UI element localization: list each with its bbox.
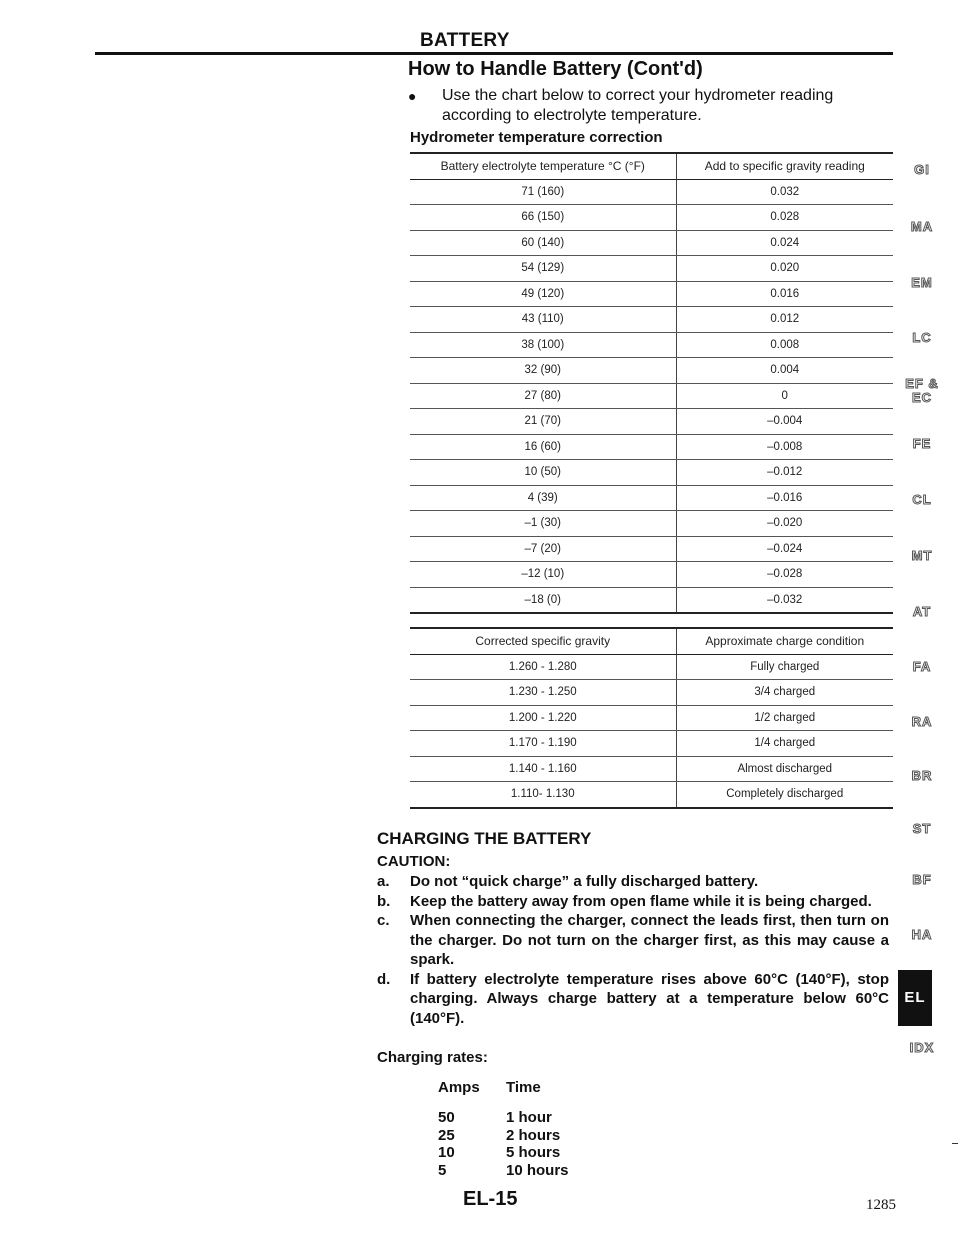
table-row bbox=[438, 1127, 569, 1145]
cell-left: 49 (120) bbox=[410, 281, 676, 307]
caution-list bbox=[377, 872, 889, 1028]
cell-left: 1.230 - 1.250 bbox=[410, 680, 676, 706]
cell-right: 1/4 charged bbox=[676, 731, 893, 757]
bullet-dot-icon: ● bbox=[408, 88, 417, 104]
caution-text: Do not “quick charge” a fully discharged battery. bbox=[410, 873, 759, 890]
cell-left: 5 bbox=[438, 1161, 447, 1179]
cell-left: 10 (50) bbox=[410, 460, 676, 486]
column-header: Time bbox=[506, 1079, 541, 1096]
table-row bbox=[410, 409, 893, 435]
cell-right: –0.028 bbox=[676, 562, 893, 588]
charging-rates-table bbox=[438, 1079, 569, 1179]
table-row bbox=[410, 307, 893, 333]
caution-letter: c. bbox=[377, 912, 390, 929]
column-header: Add to specific gravity reading bbox=[676, 153, 893, 179]
table-row bbox=[410, 256, 893, 282]
cell-left: 21 (70) bbox=[410, 409, 676, 435]
table-row bbox=[410, 536, 893, 562]
table-header-row bbox=[438, 1079, 569, 1109]
page-number: 1285 bbox=[866, 1197, 896, 1213]
caution-letter: d. bbox=[377, 970, 391, 988]
table-row bbox=[410, 654, 893, 680]
column-header: Corrected specific gravity bbox=[410, 628, 676, 654]
section-tab-em[interactable]: EM bbox=[911, 275, 933, 290]
cell-right: 0.024 bbox=[676, 230, 893, 256]
cell-right: 1/2 charged bbox=[676, 705, 893, 731]
cell-left: 4 (39) bbox=[410, 485, 676, 511]
cell-left: 43 (110) bbox=[410, 307, 676, 333]
cell-right: 0.020 bbox=[676, 256, 893, 282]
cell-left: 1.200 - 1.220 bbox=[410, 705, 676, 731]
section-tab-ra[interactable]: RA bbox=[911, 714, 933, 729]
cell-right: 5 hours bbox=[506, 1144, 561, 1162]
table-row bbox=[410, 705, 893, 731]
cell-left: 32 (90) bbox=[410, 358, 676, 384]
cell-right: –0.024 bbox=[676, 536, 893, 562]
table-row bbox=[410, 756, 893, 782]
table-row bbox=[410, 562, 893, 588]
cell-left: 27 (80) bbox=[410, 383, 676, 409]
charging-rates-label: Charging rates: bbox=[377, 1049, 488, 1066]
table-row bbox=[410, 383, 893, 409]
page-id: EL-15 bbox=[463, 1188, 518, 1210]
cell-right: –0.020 bbox=[676, 511, 893, 537]
cell-left: 66 (150) bbox=[410, 205, 676, 231]
intro-bullet bbox=[408, 86, 898, 126]
caution-item bbox=[377, 911, 889, 970]
section-tab-ef-ec[interactable]: EF & EC bbox=[905, 376, 939, 405]
cell-right: –0.032 bbox=[676, 587, 893, 613]
table-row bbox=[410, 511, 893, 537]
table-row bbox=[410, 358, 893, 384]
table-row bbox=[410, 587, 893, 613]
caution-text: When connecting the charger, connect the leads first, then turn on the charger. Do not turn on the charger first, as this may cause a spark. bbox=[410, 912, 889, 968]
cell-left: 60 (140) bbox=[410, 230, 676, 256]
section-tab-cl[interactable]: CL bbox=[912, 492, 932, 507]
cell-left: –12 (10) bbox=[410, 562, 676, 588]
table-row bbox=[410, 230, 893, 256]
cell-right: –0.012 bbox=[676, 460, 893, 486]
cell-left: 54 (129) bbox=[410, 256, 676, 282]
cell-left: 16 (60) bbox=[410, 434, 676, 460]
table-row bbox=[410, 680, 893, 706]
charging-section-title: CHARGING THE BATTERY bbox=[377, 829, 592, 848]
cell-left: 38 (100) bbox=[410, 332, 676, 358]
header-rule bbox=[95, 52, 893, 55]
cell-left: –7 (20) bbox=[410, 536, 676, 562]
cell-left: 1.110- 1.130 bbox=[410, 782, 676, 808]
cell-left: 1.260 - 1.280 bbox=[410, 654, 676, 680]
section-tab-fa[interactable]: FA bbox=[912, 659, 932, 674]
cell-left: –18 (0) bbox=[410, 587, 676, 613]
table-row bbox=[410, 332, 893, 358]
cell-right: –0.008 bbox=[676, 434, 893, 460]
cell-left: 25 bbox=[438, 1126, 455, 1144]
section-tab-gi[interactable]: GI bbox=[914, 162, 930, 177]
table-row bbox=[410, 281, 893, 307]
table-row bbox=[410, 485, 893, 511]
section-tab-lc[interactable]: LC bbox=[912, 330, 932, 345]
table-row bbox=[410, 731, 893, 757]
section-tab-fe[interactable]: FE bbox=[912, 436, 932, 451]
cell-right: 0.004 bbox=[676, 358, 893, 384]
caution-text: Keep the battery away from open flame while it is being charged. bbox=[410, 892, 872, 910]
table-row bbox=[410, 179, 893, 205]
caution-item bbox=[377, 970, 889, 1029]
caution-label: CAUTION: bbox=[377, 853, 451, 870]
column-header: Approximate charge condition bbox=[676, 628, 893, 654]
section-tab-el[interactable]: EL bbox=[898, 970, 932, 1026]
section-tab-bf[interactable]: BF bbox=[912, 872, 932, 887]
page-subtitle: How to Handle Battery (Cont'd) bbox=[408, 58, 703, 80]
cell-right: Almost discharged bbox=[676, 756, 893, 782]
cell-right: 0.016 bbox=[676, 281, 893, 307]
cell-right: 0.032 bbox=[676, 179, 893, 205]
cell-right: –0.004 bbox=[676, 409, 893, 435]
caution-letter: a. bbox=[377, 873, 390, 890]
caution-item bbox=[377, 892, 889, 912]
table-row bbox=[438, 1144, 569, 1162]
section-tab-mt[interactable]: MT bbox=[911, 548, 933, 563]
table-row bbox=[410, 782, 893, 808]
cell-left: –1 (30) bbox=[410, 511, 676, 537]
table-row bbox=[410, 434, 893, 460]
cell-right: 3/4 charged bbox=[676, 680, 893, 706]
cell-left: 71 (160) bbox=[410, 179, 676, 205]
column-header: Battery electrolyte temperature °C (°F) bbox=[410, 153, 676, 179]
section-tabs bbox=[898, 0, 958, 1242]
table-row bbox=[410, 205, 893, 231]
cell-right: –0.016 bbox=[676, 485, 893, 511]
section-tab-idx[interactable]: IDX bbox=[909, 1040, 935, 1055]
table-header-row bbox=[410, 628, 893, 654]
table-header-row bbox=[410, 153, 893, 179]
temperature-table-heading: Hydrometer temperature correction bbox=[410, 129, 663, 146]
column-header: Amps bbox=[438, 1079, 480, 1096]
table-row bbox=[438, 1109, 569, 1127]
caution-item bbox=[377, 872, 889, 892]
cell-right: 10 hours bbox=[506, 1161, 569, 1179]
cell-left: 1.170 - 1.190 bbox=[410, 731, 676, 757]
cell-left: 10 bbox=[438, 1144, 455, 1162]
caution-letter: b. bbox=[377, 892, 391, 910]
section-tab-ma[interactable]: MA bbox=[910, 219, 934, 234]
section-tab-br[interactable]: BR bbox=[911, 768, 933, 783]
cell-right: 0.028 bbox=[676, 205, 893, 231]
charge-condition-table bbox=[410, 627, 893, 809]
table-row bbox=[410, 460, 893, 486]
cell-right: 1 hour bbox=[506, 1109, 552, 1127]
cell-left: 50 bbox=[438, 1109, 455, 1127]
section-title: BATTERY bbox=[420, 30, 510, 51]
cell-right: 0 bbox=[676, 383, 893, 409]
section-tab-st[interactable]: ST bbox=[912, 821, 932, 836]
intro-text: Use the chart below to correct your hydrometer reading according to electrolyte temperature. bbox=[442, 87, 834, 124]
caution-text: If battery electrolyte temperature rises above 60°C (140°F), stop charging. Always charge battery at a temperature below 60°C (140°F). bbox=[410, 970, 889, 1027]
temperature-correction-table bbox=[410, 152, 893, 614]
cell-right: 2 hours bbox=[506, 1126, 561, 1144]
cell-right: Completely discharged bbox=[676, 782, 893, 808]
table-row bbox=[438, 1162, 569, 1180]
cell-right: 0.008 bbox=[676, 332, 893, 358]
section-tab-ha[interactable]: HA bbox=[911, 927, 933, 942]
cell-right: Fully charged bbox=[676, 654, 893, 680]
cell-left: 1.140 - 1.160 bbox=[410, 756, 676, 782]
section-tab-at[interactable]: AT bbox=[912, 604, 932, 619]
cell-right: 0.012 bbox=[676, 307, 893, 333]
